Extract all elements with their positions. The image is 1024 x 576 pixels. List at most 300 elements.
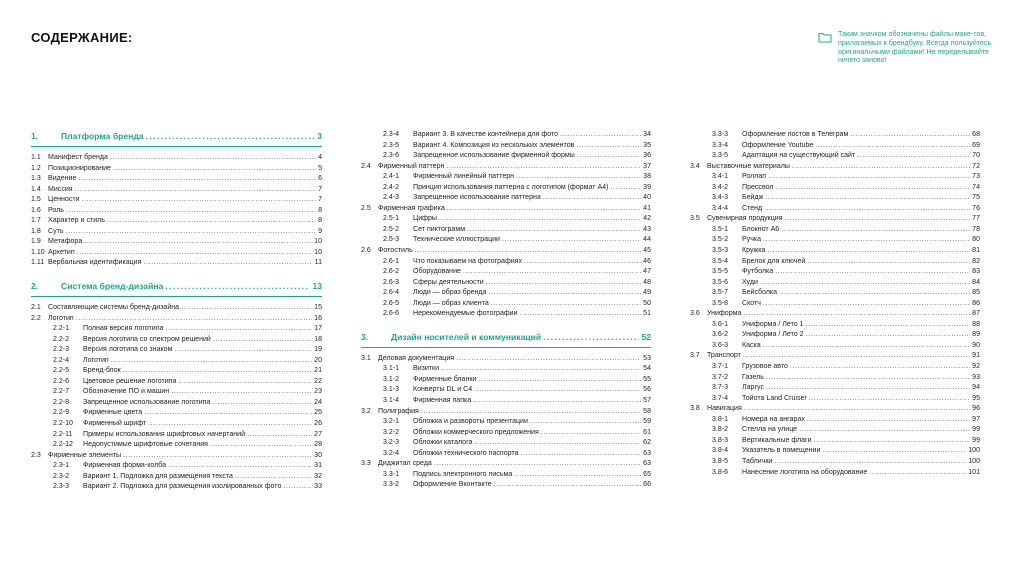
folder-note <box>818 30 1008 65</box>
toc-leader <box>446 162 641 173</box>
toc-subitem[interactable] <box>31 356 322 367</box>
toc-leader <box>113 164 316 175</box>
toc-item[interactable] <box>31 237 322 248</box>
toc-page: 88 <box>972 320 980 328</box>
toc-leader <box>439 214 641 225</box>
toc-label: Запрещенное использование фирменной формы <box>413 152 575 160</box>
toc-page: 100 <box>968 457 980 465</box>
toc-page: 28 <box>314 441 322 449</box>
toc-number: 3.4-1 <box>712 173 729 181</box>
toc-subitem[interactable] <box>31 377 322 388</box>
toc-subitem[interactable] <box>31 335 322 346</box>
toc-subitem[interactable] <box>690 172 980 183</box>
toc-label: Обложки технического паспорта <box>413 449 519 457</box>
toc-leader <box>174 345 312 356</box>
toc-leader <box>516 172 641 183</box>
toc-page: 25 <box>314 409 322 417</box>
toc-subitem[interactable] <box>361 257 651 268</box>
toc-page: 4 <box>318 154 322 161</box>
toc-item[interactable] <box>361 459 651 470</box>
toc-item[interactable] <box>31 248 322 259</box>
toc-page: 48 <box>643 278 651 286</box>
toc-leader <box>520 309 642 320</box>
toc-number: 2.6-5 <box>383 299 400 307</box>
toc-item[interactable] <box>31 195 322 206</box>
toc-item[interactable] <box>31 451 322 462</box>
section-divider <box>361 347 651 348</box>
toc-label: Нанесение логотипа на оборудование <box>742 468 868 476</box>
toc-leader <box>181 303 312 314</box>
toc-leader <box>213 335 312 346</box>
toc-page: 32 <box>314 472 322 480</box>
toc-subitem[interactable] <box>690 299 980 310</box>
toc-subitem[interactable] <box>690 151 980 162</box>
toc-page: 91 <box>972 352 980 360</box>
toc-number: 2.2-11 <box>53 430 73 438</box>
toc-page: 73 <box>972 173 980 181</box>
toc-number: 2.2-8 <box>53 398 70 406</box>
toc-item[interactable] <box>690 309 980 320</box>
toc-number: 3.3-5 <box>712 152 729 160</box>
toc-number: 3.5-3 <box>712 247 729 255</box>
toc-page: 30 <box>314 451 322 459</box>
toc-subitem[interactable] <box>690 373 980 384</box>
toc-page: 51 <box>643 310 651 318</box>
toc-label: Вариант 2. Подложка для размещения изолированных фото <box>83 483 282 491</box>
toc-subitem[interactable] <box>361 480 651 491</box>
toc-subitem[interactable] <box>361 288 651 299</box>
toc-subitem[interactable] <box>690 204 980 215</box>
toc-leader <box>123 366 312 377</box>
toc-label: Запрещенное использование паттерна <box>413 194 541 202</box>
toc-page: 37 <box>643 162 651 170</box>
toc-leader <box>148 419 312 430</box>
toc-leader <box>77 248 313 259</box>
toc-subitem[interactable] <box>361 309 651 320</box>
toc-subitem[interactable] <box>31 419 322 430</box>
toc-section-heading[interactable] <box>31 281 322 294</box>
toc-item[interactable] <box>31 174 322 185</box>
toc-subitem[interactable] <box>361 375 651 386</box>
toc-subitem[interactable] <box>690 278 980 289</box>
toc-leader <box>767 246 970 257</box>
toc-label: Номера на ангарах <box>742 415 805 423</box>
toc-page: 9 <box>318 227 322 235</box>
toc-page: 42 <box>643 215 651 223</box>
toc-number: 3.3 <box>361 460 371 468</box>
toc-label: Указатель в помещении <box>742 447 821 455</box>
toc-number: 3.6-2 <box>712 331 729 339</box>
toc-section-heading[interactable] <box>361 332 651 345</box>
toc-label: Роллап <box>742 173 767 181</box>
page-title: СОДЕРЖАНИЕ: <box>31 30 133 45</box>
toc-subitem[interactable] <box>31 440 322 451</box>
toc-number: 2. <box>31 281 39 292</box>
toc-leader <box>541 428 641 439</box>
toc-page: 77 <box>972 215 980 223</box>
toc-subitem[interactable] <box>361 449 651 460</box>
toc-section-heading[interactable] <box>31 131 322 144</box>
toc-leader <box>743 351 970 362</box>
toc-item[interactable] <box>361 204 651 215</box>
toc-leader <box>576 141 641 152</box>
toc-subitem[interactable] <box>361 193 651 204</box>
toc-number: 2.4-3 <box>383 194 400 202</box>
toc-item[interactable] <box>690 162 980 173</box>
toc-page: 40 <box>643 194 651 202</box>
toc-leader <box>850 130 970 141</box>
toc-item[interactable] <box>31 303 322 314</box>
toc-number: 2.3 <box>31 451 41 459</box>
toc-page: 83 <box>972 268 980 276</box>
toc-number: 3.4-2 <box>712 183 729 191</box>
toc-subitem[interactable] <box>690 193 980 204</box>
toc-label: Диджитал среда <box>378 460 432 468</box>
toc-item[interactable] <box>31 153 322 164</box>
toc-leader <box>743 309 970 320</box>
toc-leader <box>447 204 641 215</box>
toc-number: 2.3-5 <box>383 141 400 149</box>
toc-subitem[interactable] <box>361 385 651 396</box>
toc-label: Кружка <box>742 247 766 255</box>
toc-number: 2.6-2 <box>383 268 400 276</box>
toc-page: 55 <box>643 375 651 383</box>
toc-subitem[interactable] <box>31 408 322 419</box>
toc-leader <box>75 185 316 196</box>
toc-page: 93 <box>972 373 980 381</box>
toc-subitem[interactable] <box>361 172 651 183</box>
toc-item[interactable] <box>31 314 322 325</box>
toc-leader <box>790 362 970 373</box>
toc-label: Цифры <box>413 215 437 223</box>
toc-item[interactable] <box>31 206 322 217</box>
toc-leader <box>144 408 312 419</box>
toc-leader <box>486 278 641 289</box>
toc-leader <box>474 438 641 449</box>
toc-page: 63 <box>643 449 651 457</box>
toc-subitem[interactable] <box>690 436 980 447</box>
toc-page: 81 <box>972 247 980 255</box>
toc-number: 3.1-3 <box>383 386 400 394</box>
toc-number: 3.4 <box>690 162 700 170</box>
toc-subitem[interactable] <box>31 366 322 377</box>
toc-label: Оформление постов в Телеграм <box>742 131 849 138</box>
toc-label: Ларгус <box>742 384 765 392</box>
toc-subitem[interactable] <box>690 383 980 394</box>
toc-number: 3.7-2 <box>712 373 729 381</box>
toc-subitem[interactable] <box>690 235 980 246</box>
toc-page: 20 <box>314 356 322 364</box>
toc-leader <box>456 354 641 365</box>
toc-leader <box>488 288 641 299</box>
toc-number: 3.1-4 <box>383 397 400 405</box>
toc-number: 1.6 <box>31 206 41 214</box>
toc-label: Фирменные элементы <box>48 451 122 459</box>
toc-label: Принцип использования паттерна с логотипом (формат А4) <box>413 183 609 191</box>
toc-page: 10 <box>314 238 322 246</box>
toc-subitem[interactable] <box>31 387 322 398</box>
toc-number: 3.7-4 <box>712 394 729 402</box>
toc-leader <box>463 267 641 278</box>
toc-label: Архетип <box>48 248 75 256</box>
toc-number: 3.7-1 <box>712 363 729 371</box>
toc-subitem[interactable] <box>361 214 651 225</box>
toc-label: Манифест бренда <box>48 154 108 161</box>
toc-subitem[interactable] <box>690 288 980 299</box>
toc-page: 59 <box>643 418 651 426</box>
toc-label: Версия логотипа со знаком <box>83 346 173 354</box>
toc-page: 68 <box>972 131 980 138</box>
toc-subitem[interactable] <box>361 267 651 278</box>
toc-number: 2.2-9 <box>53 409 70 417</box>
toc-number: 3.3-1 <box>383 470 400 478</box>
toc-number: 1.7 <box>31 217 41 225</box>
toc-label: Вариант 3. В качестве контейнера для фото <box>413 131 559 138</box>
toc-subitem[interactable] <box>361 428 651 439</box>
toc-leader <box>143 258 312 269</box>
toc-page: 96 <box>972 405 980 413</box>
toc-subitem[interactable] <box>361 141 651 152</box>
toc-page: 15 <box>314 304 322 312</box>
toc-number: 3.4-3 <box>712 194 729 202</box>
toc-number: 3.8-2 <box>712 426 729 434</box>
toc-subitem[interactable] <box>690 446 980 457</box>
toc-page: 23 <box>314 388 322 396</box>
toc-subitem[interactable] <box>690 341 980 352</box>
toc-number: 1.3 <box>31 175 41 183</box>
toc-subitem[interactable] <box>361 396 651 407</box>
toc-page: 24 <box>314 398 322 406</box>
toc-subitem[interactable] <box>31 482 322 493</box>
toc-number: 2.6-6 <box>383 310 400 318</box>
toc-leader <box>760 278 970 289</box>
toc-subitem[interactable] <box>690 267 980 278</box>
toc-subitem[interactable] <box>361 235 651 246</box>
toc-leader <box>869 468 966 479</box>
toc-leader <box>235 472 312 483</box>
toc-label: Бейдж <box>742 194 764 202</box>
toc-leader <box>763 235 970 246</box>
toc-subitem[interactable] <box>31 472 322 483</box>
toc-label: Логотип <box>48 314 74 322</box>
toc-subitem[interactable] <box>31 461 322 472</box>
toc-leader <box>107 216 316 227</box>
toc-number: 1.2 <box>31 164 41 172</box>
folder-note-text: Таким значком обозначены файлы маке-тов, прилагаемых к брендбуку. Всегда пользуйтесь оригинальными файлами! Не переделывайте ничего заново! <box>838 30 992 65</box>
toc-leader <box>474 385 641 396</box>
toc-number: 1.5 <box>31 196 41 204</box>
toc-leader <box>792 162 970 173</box>
toc-number: 2.3-4 <box>383 131 400 138</box>
toc-page: 41 <box>643 204 651 212</box>
toc-number: 3.1-1 <box>383 365 400 373</box>
toc-number: 1. <box>31 131 39 141</box>
toc-item[interactable] <box>690 351 980 362</box>
toc-page: 54 <box>643 365 651 373</box>
toc-number: 3.3-3 <box>712 131 729 138</box>
toc-item[interactable] <box>31 258 322 269</box>
toc-item[interactable] <box>361 354 651 365</box>
toc-leader <box>577 151 641 162</box>
toc-label: Бейсболка <box>742 289 778 297</box>
toc-subitem[interactable] <box>690 425 980 436</box>
toc-leader <box>478 375 641 386</box>
toc-item[interactable] <box>31 227 322 238</box>
toc-subitem[interactable] <box>361 130 651 141</box>
toc-label: Худи <box>742 278 758 286</box>
toc-leader <box>165 281 310 292</box>
toc-number: 3.5-1 <box>712 225 729 233</box>
toc-leader <box>171 387 312 398</box>
toc-subitem[interactable] <box>31 398 322 409</box>
toc-label: Фотостиль <box>378 247 413 255</box>
toc-label: Деловая документация <box>378 354 455 362</box>
toc-page: 50 <box>643 299 651 307</box>
toc-label: Вертикальные флаги <box>742 436 812 444</box>
toc-leader <box>491 299 641 310</box>
toc-label: Технические иллюстрации <box>413 236 500 244</box>
toc-subitem[interactable] <box>690 394 980 405</box>
toc-leader <box>66 227 317 238</box>
toc-label: Униформа / Лето 2 <box>742 331 804 339</box>
toc-label: Бренд-блок <box>83 367 121 375</box>
toc-subitem[interactable] <box>690 130 980 141</box>
toc-leader <box>815 141 970 152</box>
toc-subitem[interactable] <box>690 330 980 341</box>
toc-subitem[interactable] <box>690 141 980 152</box>
toc-label: Таблички <box>742 457 773 465</box>
toc-number: 2.5-3 <box>383 236 400 244</box>
toc-item[interactable] <box>361 162 651 173</box>
toc-subitem[interactable] <box>31 324 322 335</box>
toc-subitem[interactable] <box>31 345 322 356</box>
toc-label: Суть <box>48 227 64 235</box>
toc-number: 2.3-3 <box>53 483 70 491</box>
toc-leader <box>763 299 970 310</box>
toc-leader <box>543 193 641 204</box>
toc-page: 43 <box>643 225 651 233</box>
toc-label: Платформа бренда <box>61 131 144 141</box>
toc-label: Версия логотипа со спектром решений <box>83 335 211 343</box>
toc-leader <box>768 172 970 183</box>
toc-page: 22 <box>314 377 322 385</box>
toc-subitem[interactable] <box>690 457 980 468</box>
toc-page: 8 <box>318 217 322 225</box>
spacer <box>361 320 651 331</box>
toc-leader <box>763 341 970 352</box>
toc-number: 2.2-2 <box>53 335 70 343</box>
toc-number: 3.2 <box>361 407 371 415</box>
spacer <box>31 269 322 280</box>
toc-leader <box>494 480 641 491</box>
toc-page: 17 <box>314 325 322 333</box>
toc-item[interactable] <box>690 214 980 225</box>
toc-subitem[interactable] <box>361 417 651 428</box>
toc-label: Прессвол <box>742 183 774 191</box>
toc-subitem[interactable] <box>690 320 980 331</box>
toc-leader <box>744 404 970 415</box>
toc-page: 16 <box>314 314 322 322</box>
toc-subitem[interactable] <box>361 470 651 481</box>
toc-label: Система бренд-дизайна <box>61 281 164 292</box>
toc-label: Униформа <box>707 310 742 318</box>
toc-column-3 <box>690 130 980 478</box>
toc-leader <box>66 206 316 217</box>
toc-item[interactable] <box>361 246 651 257</box>
toc-number: 2.2-6 <box>53 377 70 385</box>
toc-subitem[interactable] <box>690 362 980 373</box>
toc-column-1 <box>31 130 322 493</box>
toc-number: 2.2-4 <box>53 356 70 364</box>
toc-number: 3.6-3 <box>712 341 729 349</box>
toc-number: 3.1 <box>361 354 371 362</box>
toc-page: 61 <box>643 428 651 436</box>
toc-subitem[interactable] <box>690 183 980 194</box>
toc-page: 53 <box>643 354 651 362</box>
toc-page: 86 <box>972 299 980 307</box>
toc-subitem[interactable] <box>361 225 651 236</box>
toc-label: Вербальная идентификация <box>48 259 142 267</box>
toc-number: 2.4-1 <box>383 173 400 181</box>
toc-leader <box>779 288 970 299</box>
toc-page: 36 <box>643 152 651 160</box>
toc-leader <box>212 398 312 409</box>
toc-page: 62 <box>643 439 651 447</box>
toc-subitem[interactable] <box>361 299 651 310</box>
toc-subitem[interactable] <box>690 225 980 236</box>
toc-number: 3.8-4 <box>712 447 729 455</box>
toc-label: Обложка и развороты презентации <box>413 418 528 426</box>
toc-label: Ценности <box>48 196 80 204</box>
toc-label: Миссия <box>48 185 73 193</box>
toc-label: Люди — образ бренда <box>413 289 487 297</box>
toc-number: 1.10 <box>31 248 45 256</box>
toc-subitem[interactable] <box>361 364 651 375</box>
toc-subitem[interactable] <box>361 151 651 162</box>
toc-leader <box>434 459 641 470</box>
toc-label: Нерекомендуемые фотографии <box>413 310 518 318</box>
toc-page: 18 <box>314 335 322 343</box>
toc-item[interactable] <box>361 407 651 418</box>
toc-label: Фирменная папка <box>413 397 472 405</box>
toc-subitem[interactable] <box>31 430 322 441</box>
toc-label: Дизайн носителей и коммуникаций <box>391 331 542 342</box>
toc-subitem[interactable] <box>690 415 980 426</box>
toc-subitem[interactable] <box>361 438 651 449</box>
toc-leader <box>521 449 642 460</box>
toc-number: 2.1 <box>31 304 41 312</box>
toc-label: Характер и стиль <box>48 217 105 225</box>
toc-subitem[interactable] <box>690 246 980 257</box>
toc-label: Футболка <box>742 268 774 276</box>
toc-item[interactable] <box>31 164 322 175</box>
toc-label: Вариант 4. Композиция из нескольких элементов <box>413 141 575 149</box>
toc-subitem[interactable] <box>361 183 651 194</box>
toc-subitem[interactable] <box>690 468 980 479</box>
toc-subitem[interactable] <box>690 257 980 268</box>
toc-label: Полиграфия <box>378 407 419 415</box>
toc-item[interactable] <box>31 216 322 227</box>
toc-item[interactable] <box>690 404 980 415</box>
toc-number: 2.5 <box>361 204 371 212</box>
toc-page: 100 <box>968 447 980 455</box>
toc-label: Униформа / Лето 1 <box>742 320 804 328</box>
toc-item[interactable] <box>31 185 322 196</box>
toc-number: 3.2-1 <box>383 418 400 426</box>
toc-subitem[interactable] <box>361 278 651 289</box>
toc-leader <box>610 183 641 194</box>
toc-leader <box>467 225 641 236</box>
